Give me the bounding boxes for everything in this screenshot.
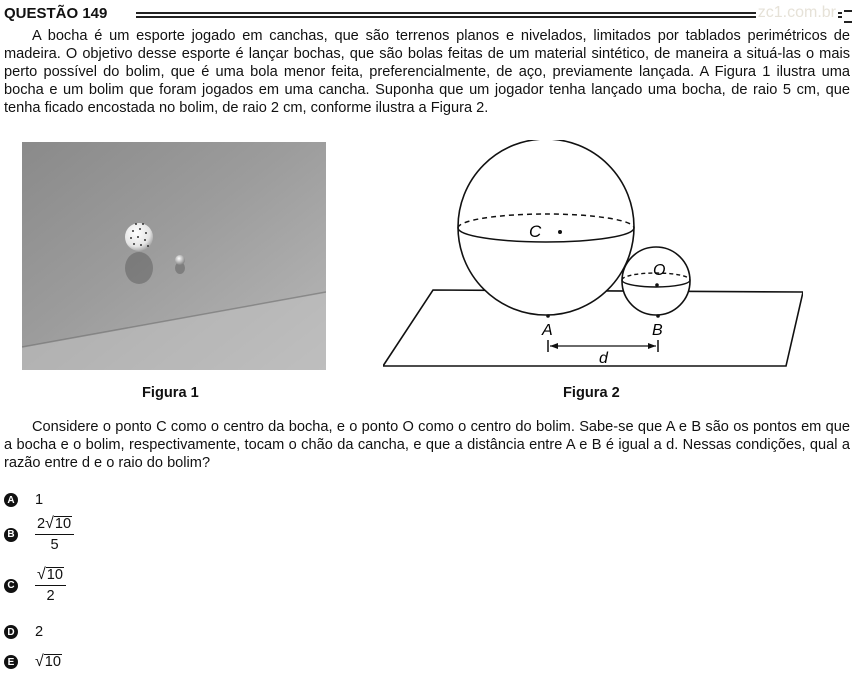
option-e-badge: E: [4, 655, 18, 669]
figure-1-photo: [22, 142, 326, 370]
label-A: A: [542, 322, 553, 339]
option-c-sqrt: √ 10: [37, 566, 64, 583]
option-a-badge: A: [4, 493, 18, 507]
option-d-text: 2: [35, 624, 44, 640]
statement-paragraph-2: Considere o ponto C como o centro da bocha, e o ponto O como o centro do bolim. Sabe-se que A e B são os pontos em que a bocha e o bolim, respectivamente, tocam o chão da cancha, e que a distância entre A e B é igual a d. Nessas condições, qual a razão entre d e o raio do bolim?: [4, 419, 850, 471]
option-b[interactable]: [4, 516, 74, 553]
watermark: zc1.com.br: [757, 4, 836, 21]
question-number: QUESTÃO 149: [4, 5, 108, 22]
label-B: B: [652, 322, 663, 339]
bocha-sphere: [458, 140, 634, 315]
option-b-badge: B: [4, 528, 18, 542]
option-e-sqrt: √ 10: [35, 653, 62, 670]
bolim-ball: [175, 255, 185, 265]
option-c-badge: C: [4, 579, 18, 593]
option-e[interactable]: [4, 654, 62, 670]
option-c-denominator: 2: [46, 588, 55, 604]
option-b-denominator: 5: [50, 537, 59, 553]
label-O: O: [653, 262, 666, 279]
option-c[interactable]: [4, 567, 66, 604]
label-d: d: [599, 350, 608, 367]
option-a[interactable]: [4, 492, 43, 508]
option-d[interactable]: [4, 624, 43, 640]
option-a-text: 1: [35, 492, 44, 508]
bolim-sphere: [622, 247, 690, 315]
label-C: C: [529, 222, 542, 241]
option-d-badge: D: [4, 625, 18, 639]
header-rule: [136, 12, 842, 18]
option-c-fraction: [35, 567, 66, 604]
option-b-sqrt: √ 10: [45, 515, 72, 532]
figure-1-caption: Figura 1: [142, 385, 199, 401]
option-b-fraction: [35, 516, 74, 553]
question-header: [4, 4, 852, 24]
option-b-coefficient: 2: [37, 516, 46, 532]
header-rule-end: [844, 10, 852, 23]
statement-paragraph-1: A bocha é um esporte jogado em canchas, que são terrenos planos e nivelados, limitados por tablados perimétricos de madeira. O objetivo desse esporte é lançar bochas, que são bolas feitas de um material sintético, de maneira a situá-las o mais perto possível do bolim, que é uma bola menor feita, preferencialmente, de aço, previamente lançada. A Figura 1 ilustra uma bocha e um bolim que foram jogados em uma cancha. Suponha que um jogador tenha lançado uma bocha, de raio 5 cm, que tenha ficado encostada no bolim, de raio 2 cm, conforme ilustra a Figura 2.: [4, 28, 850, 116]
figure-2-caption: Figura 2: [563, 385, 620, 401]
figure-2-diagram: [383, 140, 803, 372]
